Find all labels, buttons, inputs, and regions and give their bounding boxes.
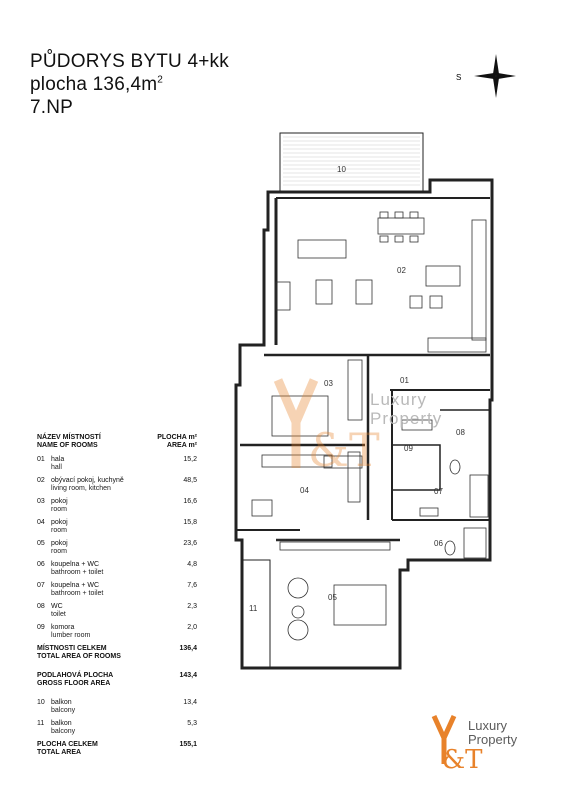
table-row — [37, 624, 197, 640]
room-area: 15,2 — [183, 456, 197, 463]
room-number: 09 — [37, 624, 45, 631]
room-number: 11 — [37, 720, 45, 727]
room-area: 48,5 — [183, 477, 197, 484]
room-name-cz: balkon — [51, 699, 72, 706]
room-label-02: 02 — [397, 266, 406, 275]
room-number: 01 — [37, 456, 45, 463]
room-name-en: bathroom + toilet — [51, 569, 104, 576]
room-name-cz: hala — [51, 456, 65, 463]
title-line1: PŮDORYS BYTU 4+kk — [30, 51, 229, 72]
room-name-en: balcony — [51, 707, 76, 714]
brand-logo-text: Luxury Property — [468, 718, 518, 747]
room-number: 04 — [37, 519, 45, 526]
room-number: 08 — [37, 603, 45, 610]
table-row — [37, 498, 197, 514]
room-number: 06 — [37, 561, 45, 568]
room-area: 23,6 — [183, 540, 197, 547]
room-name-en: lumber room — [51, 632, 91, 639]
room-label-09: 09 — [404, 444, 413, 453]
balcony-10 — [280, 133, 423, 191]
table-row — [37, 603, 197, 619]
room-area: 13,4 — [183, 699, 197, 706]
room-name-cz: balkon — [51, 720, 72, 727]
table-row — [37, 720, 197, 736]
room-label-05: 05 — [328, 593, 337, 602]
room-name-en: living room, kitchen — [51, 485, 111, 492]
table-row — [37, 561, 197, 577]
balcony-11 — [242, 560, 270, 668]
table-row — [37, 456, 197, 472]
room-name-cz: koupelna + WC — [51, 582, 100, 589]
table-row — [37, 477, 197, 493]
table-row — [37, 699, 197, 715]
room-label-08: 08 — [456, 428, 465, 437]
room-area: 15,8 — [183, 519, 197, 526]
total-rooms-row: MÍSTNOSTI CELKEM TOTAL AREA OF ROOMS 136,4 — [37, 645, 197, 660]
table-header: NÁZEV MÍSTNOSTÍ NAME OF ROOMS PLOCHA m² AREA m² — [37, 434, 197, 449]
room-label-04: 04 — [300, 486, 309, 495]
room-label-07: 07 — [434, 487, 443, 496]
room-name-cz: WC — [51, 603, 63, 610]
room-label-11: 11 — [249, 604, 258, 613]
room-area: 4,8 — [187, 561, 197, 568]
room-name-cz: obývací pokoj, kuchyně — [51, 477, 124, 484]
room-name-en: toilet — [51, 611, 66, 618]
room-label-06: 06 — [434, 539, 443, 548]
room-name-en: balcony — [51, 728, 76, 735]
room-label-01: 01 — [400, 376, 409, 385]
table-row — [37, 519, 197, 535]
compass-label: S — [456, 73, 462, 82]
room-name-en: room — [51, 506, 67, 513]
gross-area-row: PODLAHOVÁ PLOCHA GROSS FLOOR AREA 143,4 — [37, 672, 197, 687]
room-name-cz: pokoj — [51, 540, 68, 547]
room-area-table — [37, 434, 197, 764]
room-number: 07 — [37, 582, 45, 589]
room-number: 02 — [37, 477, 45, 484]
room-area: 2,3 — [187, 603, 197, 610]
table-row — [37, 582, 197, 598]
room-name-cz: pokoj — [51, 519, 68, 526]
room-name-en: room — [51, 548, 67, 555]
total-area-row: PLOCHA CELKEM TOTAL AREA 155,1 — [37, 741, 197, 756]
table-row — [37, 540, 197, 556]
room-number: 03 — [37, 498, 45, 505]
room-number: 10 — [37, 699, 45, 706]
room-name-en: room — [51, 527, 67, 534]
svg-text:&T: &T — [442, 745, 483, 770]
room-name-cz: komora — [51, 624, 75, 631]
room-name-en: hall — [51, 464, 62, 471]
title-line2: plocha $136,4m^2$ — [30, 74, 164, 95]
room-label-10: 10 — [337, 165, 346, 174]
watermark-text: Luxury Property — [370, 390, 443, 428]
room-area: 16,6 — [183, 498, 197, 505]
room-area: 7,6 — [187, 582, 197, 589]
room-name-cz: pokoj — [51, 498, 68, 505]
room-name-cz: koupelna + WC — [51, 561, 100, 568]
room-name-en: bathroom + toilet — [51, 590, 104, 597]
room-label-03: 03 — [324, 379, 333, 388]
svg-text:&T: &T — [308, 423, 380, 472]
room-area: 2,0 — [187, 624, 197, 631]
room-area: 5,3 — [187, 720, 197, 727]
room-number: 05 — [37, 540, 45, 547]
title-line3: 7.NP — [30, 97, 74, 118]
